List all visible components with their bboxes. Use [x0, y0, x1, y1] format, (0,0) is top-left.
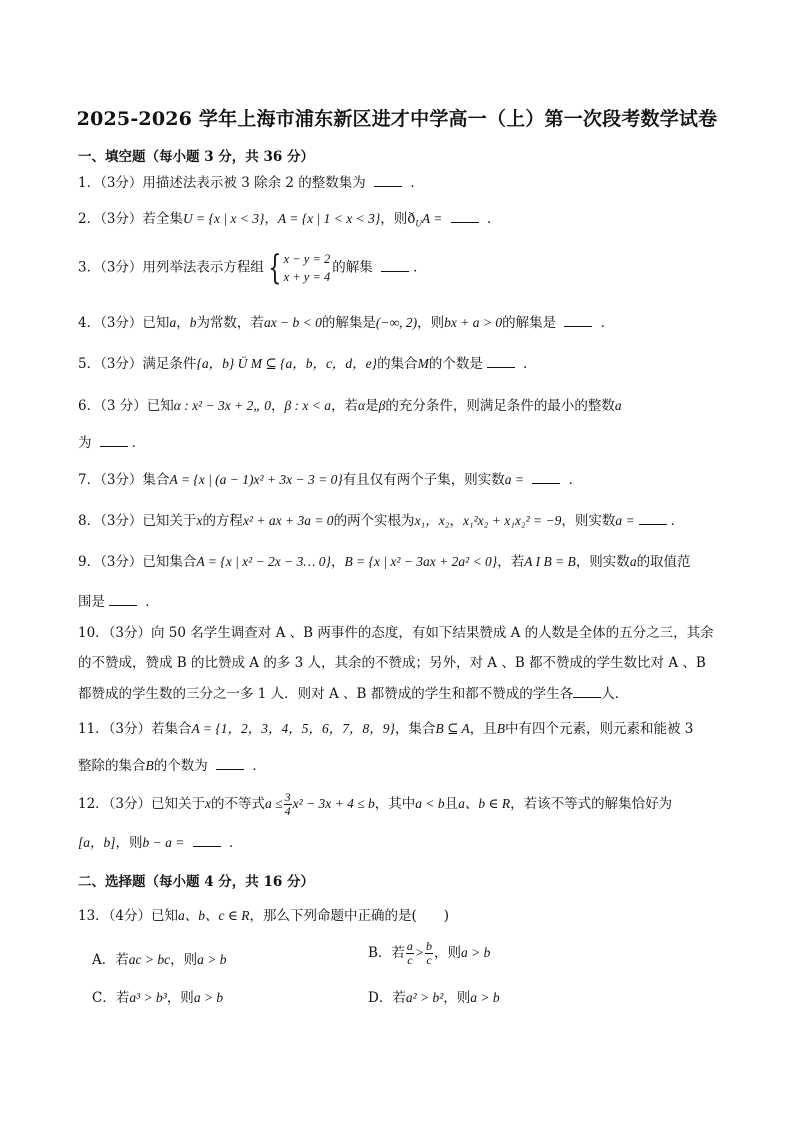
question-11-text-f: 的个数为 — [153, 758, 208, 774]
inequality: ax − b < 0 — [263, 315, 322, 330]
question-11-text-c: ，且 — [469, 721, 497, 737]
answer-blank[interactable] — [374, 174, 402, 187]
option-b-label: B．若 — [368, 945, 405, 961]
punctuation: ． — [523, 356, 537, 372]
question-13-text-b: ，那么下列命题中正确的是( ) — [249, 908, 450, 924]
question-6-text: 6．（3 分）已知 — [78, 398, 174, 414]
question-1-text: 1．（3分）用描述法表示被 3 除余 2 的整数集为 — [78, 175, 366, 191]
question-11-line-2 — [78, 756, 718, 776]
set-a: A = {x | x² − 2x − 3… 0} — [196, 554, 331, 569]
question-8-text-d: ，则实数 — [561, 513, 616, 529]
question-4-text-b: 为常数，若 — [196, 315, 264, 331]
answer-blank[interactable] — [216, 757, 244, 770]
complement-subscript: U — [415, 218, 422, 229]
question-9-text: 9．（3分）已知集合 — [78, 554, 197, 570]
question-4 — [78, 313, 718, 333]
punctuation: ． — [600, 315, 615, 331]
alpha-condition: α : x² − 3x + 2„ 0 — [173, 398, 271, 413]
question-8-text: 8．（3分）已知关于 — [78, 513, 197, 529]
question-12-text: 12．（3分）已知关于 — [78, 796, 206, 812]
section-fill-in-blank-heading: 一、填空题（每小题 3 分，共 36 分） — [78, 149, 314, 165]
question-5-text-b: 的集合 — [377, 356, 418, 372]
question-10-text-d: 人． — [601, 686, 629, 702]
var-x: x — [196, 513, 203, 528]
question-8-text-c: 的两个实根为 — [333, 513, 415, 529]
brace-symbol: { — [268, 248, 282, 288]
greater-than: > — [414, 945, 425, 960]
var-b: b — [189, 315, 197, 330]
equation-system — [284, 250, 331, 286]
question-4-text-e: 的解集是 — [502, 315, 557, 331]
beta-condition: β : x < a — [284, 398, 332, 413]
question-12-text-d: 且 — [444, 796, 459, 812]
condition-1: a < b — [415, 796, 445, 811]
option-d-then: ，则 — [443, 990, 471, 1006]
beta: β — [378, 398, 386, 413]
var-x: x — [205, 796, 212, 811]
question-9-text-e: 围是 — [78, 594, 105, 610]
equation-2: x + y = 4 — [283, 270, 331, 284]
option-b[interactable] — [368, 940, 490, 967]
question-12-text-e: ，若该不等式的解集恰好为 — [510, 796, 673, 812]
var-a: a — [629, 554, 637, 569]
option-b-then: ，则 — [434, 945, 462, 961]
fraction-numerator: 3 — [284, 790, 291, 804]
answer-blank[interactable] — [573, 685, 601, 698]
set-b: B = {x | x² − 3ax + 2a² < 0} — [344, 554, 498, 569]
option-c-result: a > b — [193, 990, 224, 1005]
question-10-line-2: 的不赞成，赞成 B 的比赞成 A 的多 3 人，其余的不赞成；另外，对 A 、B 都不赞成的学生数比对 A 、B — [78, 655, 706, 671]
question-3-text: 3．（3分）用列举法表示方程组 — [78, 259, 264, 276]
roots: x₁，x₂ — [414, 513, 450, 528]
set-a: A = {1，2，3，4，5，6，7，8，9} — [191, 721, 395, 736]
punctuation: ． — [131, 435, 146, 451]
answer-blank[interactable] — [532, 471, 560, 484]
option-a[interactable] — [92, 948, 226, 968]
question-13 — [78, 906, 718, 926]
option-d-label: D．若 — [368, 990, 406, 1006]
question-4-text: 4．（3分）已知 — [78, 315, 170, 331]
question-10-line-1: 10．（3分）向 50 名学生调查对 A 、B 两事件的态度，有如下结果赞成 A 的人数是全体的五分之三，其余 — [78, 625, 714, 641]
interval: (−∞, 2) — [375, 315, 418, 330]
complement-expr: A = — [421, 211, 443, 226]
result-var: a = — [615, 513, 635, 528]
set-u: U = {x | x < 3} — [182, 211, 265, 226]
question-12-text-b: 的不等式 — [211, 796, 266, 812]
option-b-result: a > b — [461, 945, 491, 960]
punctuation: ． — [228, 835, 243, 851]
set-condition: A I B = B — [524, 554, 576, 569]
question-5 — [78, 354, 718, 374]
option-c-then: ，则 — [166, 990, 194, 1006]
question-13-text: 13．（4分）已知 — [78, 908, 179, 924]
question-2 — [78, 209, 718, 234]
answer-blank[interactable] — [100, 434, 128, 447]
question-5-text-c: 的个数是 — [428, 356, 483, 372]
option-c-condition: a³ > b³ — [129, 990, 167, 1005]
question-7-text-b: 有且仅有两个子集，则实数 — [342, 472, 505, 488]
separator: ， — [330, 554, 345, 570]
inequality-2: bx + a > 0 — [444, 315, 503, 330]
fraction-denominator: 4 — [284, 804, 291, 818]
question-11-text-e: 整除的集合 — [78, 758, 146, 774]
fraction-denominator: c — [407, 953, 413, 967]
answer-blank[interactable] — [564, 314, 592, 327]
question-6-text-e: 为 — [78, 435, 92, 451]
question-7 — [78, 470, 718, 490]
answer-blank[interactable] — [639, 512, 667, 525]
var-a: a — [169, 315, 177, 330]
punctuation: ． — [252, 758, 266, 774]
question-11-text-d: 中有四个元素，则元素和能被 3 — [505, 721, 694, 737]
question-11 — [78, 719, 718, 739]
subset-relation: B ⊆ A — [435, 721, 470, 736]
question-9-text-d: 的取值范 — [636, 554, 691, 570]
question-9-text-c: ，则实数 — [575, 554, 630, 570]
option-d[interactable] — [368, 986, 500, 1006]
var-b: B — [145, 758, 154, 773]
set-condition: {a，b} Ü M ⊆ {a，b，c，d，e} — [196, 356, 378, 371]
question-1 — [78, 173, 718, 193]
set-a: A = {x | (a − 1)x² + 3x − 3 = 0} — [169, 472, 343, 487]
question-6-text-c: 是 — [365, 398, 379, 414]
result-var: a = — [504, 472, 525, 487]
section-multiple-choice-heading: 二、选择题（每小题 4 分，共 16 分） — [78, 874, 314, 890]
question-2-text: 2．（3分）若全集 — [78, 211, 183, 227]
punctuation: ． — [670, 513, 685, 529]
fraction-numerator: b — [426, 939, 433, 953]
var-a: a — [614, 398, 622, 413]
question-7-text: 7．（3分）集合 — [78, 472, 170, 488]
fraction-b-over-c — [425, 940, 433, 967]
root-condition: x₁²x₂ + x₁x₂² = −9 — [462, 513, 562, 528]
question-8 — [78, 511, 718, 531]
question-6 — [78, 396, 718, 416]
question-6-line-2 — [78, 433, 718, 453]
result-expr: b − a = — [142, 835, 185, 850]
condition: a、b、c ∈ R — [178, 908, 250, 923]
option-a-condition: ac > bc — [128, 952, 171, 967]
punctuation: ． — [568, 472, 583, 488]
question-4-text-c: 的解集是 — [321, 315, 376, 331]
separator: ， — [449, 513, 463, 529]
question-11-text-b: ，集合 — [394, 721, 436, 737]
option-c[interactable] — [92, 986, 223, 1006]
fraction-a-over-c — [406, 940, 414, 967]
question-4-text-d: ，则 — [417, 315, 445, 331]
interval: [a，b] — [78, 835, 116, 850]
separator: ， — [176, 315, 190, 331]
complement-symbol: ð — [407, 211, 416, 227]
question-12-text-f: ，则 — [115, 835, 143, 851]
option-a-label: A．若 — [92, 952, 129, 968]
question-9 — [78, 552, 718, 572]
separator: ， — [270, 398, 285, 414]
question-12-line-2 — [78, 833, 718, 853]
answer-blank[interactable] — [487, 355, 515, 368]
question-3 — [78, 250, 718, 286]
punctuation: ． — [413, 259, 427, 276]
exam-title: 2025-2026 学年上海市浦东新区进才中学高一（上）第一次段考数学试卷 — [76, 108, 718, 130]
alpha: α — [358, 398, 366, 413]
question-6-text-b: ，若 — [331, 398, 359, 414]
question-5-text: 5．（3分）满足条件 — [78, 356, 197, 372]
question-12-text-c: ，其中 — [374, 796, 416, 812]
question-8-text-b: 的方程 — [202, 513, 243, 529]
punctuation: ． — [486, 211, 501, 227]
separator: ， — [264, 211, 278, 227]
condition-2: a、b ∈ R — [458, 796, 511, 811]
var-m: M — [417, 356, 429, 371]
question-10-line-3 — [78, 684, 718, 704]
question-12 — [78, 791, 718, 818]
fraction-denominator: c — [426, 953, 432, 967]
option-a-result: a > b — [197, 952, 227, 967]
inequality-right: x² − 3x + 4 ≤ b — [292, 796, 375, 811]
option-a-then: ，则 — [170, 952, 198, 968]
set-a: A = {x | 1 < x < 3} — [277, 211, 381, 226]
question-9-text-b: ，若 — [497, 554, 525, 570]
fraction-numerator: a — [406, 939, 413, 953]
inequality-left: a ≤ — [265, 796, 283, 811]
var-b: B — [496, 721, 506, 736]
answer-blank[interactable] — [451, 210, 479, 223]
punctuation: ． — [410, 175, 424, 191]
answer-blank[interactable] — [109, 593, 137, 606]
question-11-text: 11．（3分）若集合 — [78, 721, 192, 737]
equation: x² + ax + 3a = 0 — [242, 513, 334, 528]
question-2-then: ，则 — [380, 211, 408, 227]
option-d-result: a > b — [470, 990, 500, 1005]
question-6-text-d: 的充分条件，则满足条件的最小的整数 — [385, 398, 615, 414]
answer-blank[interactable] — [193, 834, 221, 847]
punctuation: ． — [145, 594, 159, 610]
fraction-three-quarters — [284, 791, 292, 818]
question-10-text-c: 都赞成的学生数的三分之一多 1 人．则对 A 、B 都赞成的学生和都不赞成的学生各 — [78, 686, 574, 702]
question-9-line-2 — [78, 592, 718, 612]
option-d-condition: a² > b² — [405, 990, 444, 1005]
option-c-label: C．若 — [92, 990, 130, 1006]
equation-1: x − y = 2 — [283, 252, 331, 266]
answer-blank[interactable] — [381, 259, 409, 272]
question-3-text-b: 的解集 — [332, 259, 373, 276]
